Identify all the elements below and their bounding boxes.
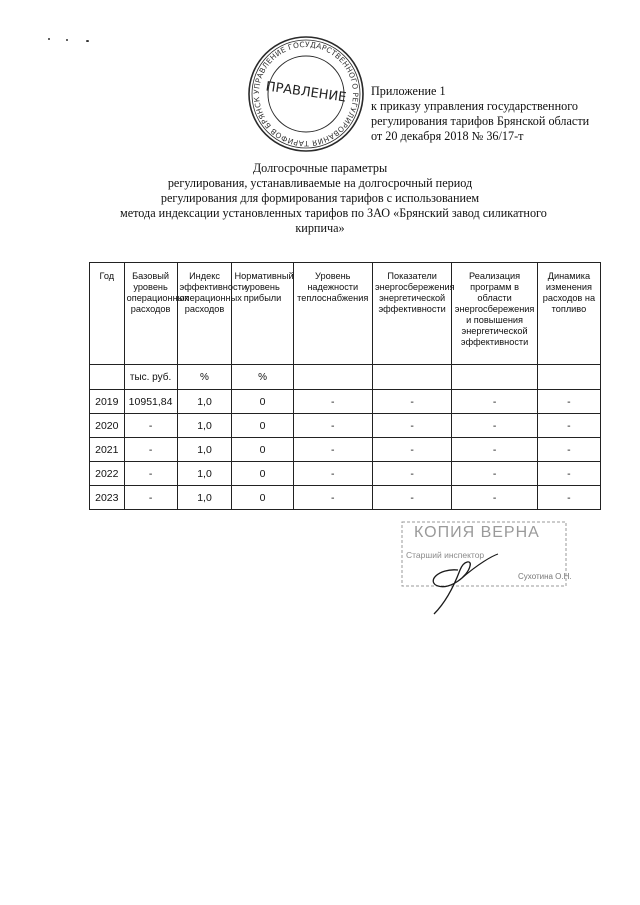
title-line: метода индексации установленных тарифов по ЗАО «Брянский завод силикатного <box>120 206 547 220</box>
table-cell: 10951,84 <box>124 390 177 414</box>
column-header-base-opex: Базовый уровень операционных расходов <box>124 263 177 365</box>
table-cell: - <box>537 390 600 414</box>
table-row <box>90 390 601 414</box>
unit-cell: % <box>177 365 232 390</box>
unit-cell <box>452 365 538 390</box>
year-cell: 2021 <box>90 438 125 462</box>
scan-speck <box>48 38 50 40</box>
units-row <box>90 365 601 390</box>
column-header-profit-level: Нормативный уровень прибыли <box>232 263 293 365</box>
appendix-line: к приказу управления государственного <box>371 99 578 113</box>
unit-cell <box>293 365 372 390</box>
table-cell: 0 <box>232 414 293 438</box>
table-cell: - <box>537 462 600 486</box>
title-line: регулирования для формирования тарифов с использованием <box>160 191 480 205</box>
table-cell: 0 <box>232 486 293 510</box>
unit-cell <box>90 365 125 390</box>
table-header-row <box>90 263 601 365</box>
table-cell: - <box>124 462 177 486</box>
handwritten-signature <box>398 520 573 615</box>
title-line: регулирования, устанавливаемые на долгосрочный период <box>167 176 473 190</box>
column-header-programs: Реализация программ в области энергосбережения и повышения энергетической эффективности <box>452 263 538 365</box>
table-cell: - <box>293 486 372 510</box>
table-cell: 1,0 <box>177 462 232 486</box>
table-cell: 1,0 <box>177 486 232 510</box>
table-cell: - <box>293 462 372 486</box>
table-cell: - <box>293 390 372 414</box>
column-header-energy-saving: Показатели энергосбережения энергетической эффективности <box>372 263 451 365</box>
appendix-line: Приложение 1 <box>371 84 446 98</box>
unit-cell <box>537 365 600 390</box>
table-cell: - <box>372 462 451 486</box>
scan-speck <box>66 39 68 41</box>
table-cell: - <box>293 438 372 462</box>
table-cell: - <box>452 486 538 510</box>
title-line: кирпича» <box>295 221 345 235</box>
table-cell: - <box>452 438 538 462</box>
unit-cell <box>372 365 451 390</box>
copy-certified-text: КОПИЯ ВЕРНА <box>414 524 540 541</box>
year-cell: 2020 <box>90 414 125 438</box>
column-header-fuel-dynamics: Динамика изменения расходов на топливо <box>537 263 600 365</box>
table-row <box>90 414 601 438</box>
table-row <box>90 438 601 462</box>
seal-center-text: ПРАВЛЕНИЕ <box>264 79 348 106</box>
table-cell: 0 <box>232 462 293 486</box>
official-seal <box>246 30 366 160</box>
column-header-year: Год <box>90 263 125 365</box>
inspector-title: Старший инспектор <box>406 550 485 560</box>
parameters-table <box>89 262 601 510</box>
signer-name: Сухотина О.Н. <box>518 572 572 581</box>
year-cell: 2023 <box>90 486 125 510</box>
table-cell: 1,0 <box>177 414 232 438</box>
table-cell: 1,0 <box>177 438 232 462</box>
table-cell: - <box>372 414 451 438</box>
table-cell: - <box>452 414 538 438</box>
appendix-line: от 20 декабря 2018 № 36/17-т <box>371 129 524 143</box>
table-cell: - <box>372 438 451 462</box>
table-cell: - <box>372 390 451 414</box>
table-cell: 0 <box>232 438 293 462</box>
seal-graphic <box>246 30 366 160</box>
table-cell: - <box>537 438 600 462</box>
year-cell: 2022 <box>90 462 125 486</box>
table-row <box>90 486 601 510</box>
column-header-efficiency-index: Индекс эффективности операционных расходов <box>177 263 232 365</box>
table-cell: - <box>293 414 372 438</box>
table-cell: - <box>537 486 600 510</box>
document-title <box>120 161 547 236</box>
unit-cell: % <box>232 365 293 390</box>
table-cell: - <box>537 414 600 438</box>
table-cell: - <box>452 462 538 486</box>
table-cell: - <box>372 486 451 510</box>
table-cell: 1,0 <box>177 390 232 414</box>
certification-block <box>398 520 573 615</box>
appendix-line: регулирования тарифов Брянской области <box>371 114 590 128</box>
seal-ring-text: УПРАВЛЕНИЕ ГОСУДАРСТВЕННОГО РЕГУЛИРОВАНИЯ ТАРИФОВ БРЯНСК <box>251 39 361 149</box>
table-cell: 0 <box>232 390 293 414</box>
table-cell: - <box>124 486 177 510</box>
table-cell: - <box>452 390 538 414</box>
appendix-reference <box>371 84 636 144</box>
table-row <box>90 462 601 486</box>
title-line: Долгосрочные параметры <box>252 161 388 175</box>
column-header-reliability: Уровень надежности теплоснабжения <box>293 263 372 365</box>
year-cell: 2019 <box>90 390 125 414</box>
scan-speck <box>86 40 89 42</box>
table-cell: - <box>124 438 177 462</box>
unit-cell: тыс. руб. <box>124 365 177 390</box>
table-cell: - <box>124 414 177 438</box>
